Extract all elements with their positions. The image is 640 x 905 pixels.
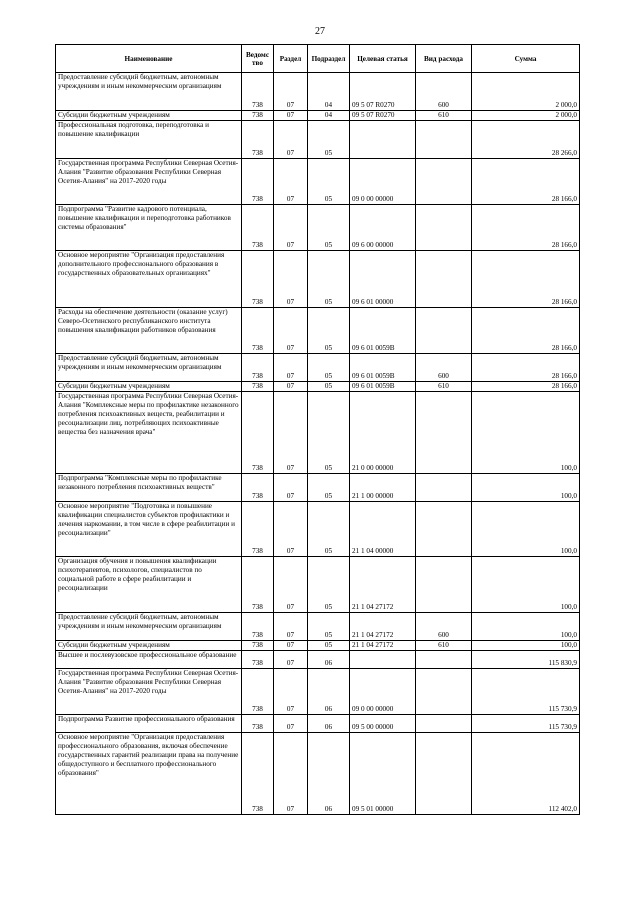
row-subsection: 05: [308, 205, 350, 251]
row-dept: 738: [242, 733, 274, 815]
row-section: 07: [274, 715, 308, 733]
row-dept: 738: [242, 205, 274, 251]
table-row: [56, 715, 580, 733]
row-dept: 738: [242, 354, 274, 382]
column-header-subsection: Подраздел: [308, 45, 350, 73]
row-expense-type: [416, 557, 472, 613]
row-subsection: 05: [308, 308, 350, 354]
row-dept: 738: [242, 251, 274, 308]
row-subsection: 06: [308, 651, 350, 669]
row-subsection: 04: [308, 73, 350, 111]
row-sum: 28 166,0: [472, 159, 580, 205]
row-section: 07: [274, 382, 308, 392]
budget-table: [55, 44, 580, 815]
row-target-article: 21 0 00 00000: [350, 392, 416, 474]
table-row: [56, 613, 580, 641]
row-dept: 738: [242, 651, 274, 669]
table-row: [56, 251, 580, 308]
row-section: 07: [274, 205, 308, 251]
row-expense-type: [416, 205, 472, 251]
row-name: Государственная программа Республики Северная Осетия-Алания "Развитие образования Республики Северная Осетия-Алания" на 2017-2020 годы: [56, 669, 242, 715]
row-subsection: 05: [308, 354, 350, 382]
row-section: 07: [274, 392, 308, 474]
row-sum: 100,0: [472, 392, 580, 474]
table-row: [56, 159, 580, 205]
row-section: 07: [274, 73, 308, 111]
row-sum: 100,0: [472, 613, 580, 641]
row-expense-type: [416, 251, 472, 308]
row-subsection: 06: [308, 669, 350, 715]
row-expense-type: [416, 502, 472, 557]
row-subsection: 06: [308, 715, 350, 733]
row-dept: 738: [242, 392, 274, 474]
row-target-article: 09 6 00 00000: [350, 205, 416, 251]
row-sum: 115 730,9: [472, 669, 580, 715]
table-row: [56, 382, 580, 392]
row-expense-type: [416, 474, 472, 502]
row-target-article: 21 1 04 00000: [350, 502, 416, 557]
row-name: Подпрограмма "Развитие кадрового потенциала, повышение квалификации и переподготовка работников системы образования": [56, 205, 242, 251]
row-subsection: 05: [308, 392, 350, 474]
row-target-article: 21 1 04 27172: [350, 613, 416, 641]
row-sum: 115 830,9: [472, 651, 580, 669]
column-header-expense-type: Вид расхода: [416, 45, 472, 73]
column-header-section: Раздел: [274, 45, 308, 73]
column-header-dept: Ведомс тво: [242, 45, 274, 73]
table-row: [56, 651, 580, 669]
row-expense-type: [416, 308, 472, 354]
row-sum: 112 402,0: [472, 733, 580, 815]
row-section: 07: [274, 557, 308, 613]
row-dept: 738: [242, 159, 274, 205]
row-dept: 738: [242, 111, 274, 121]
row-sum: 100,0: [472, 557, 580, 613]
row-section: 07: [274, 474, 308, 502]
row-name: Субсидии бюджетным учреждениям: [56, 641, 242, 651]
row-sum: 28 266,0: [472, 121, 580, 159]
row-section: 07: [274, 733, 308, 815]
row-name: Подпрограмма "Комплексные меры по профилактике незаконного потребления психоактивных веществ": [56, 474, 242, 502]
row-expense-type: [416, 159, 472, 205]
row-name: Предоставление субсидий бюджетным, автономным учреждениям и иным некоммерческим организациям: [56, 354, 242, 382]
row-subsection: 05: [308, 613, 350, 641]
row-subsection: 05: [308, 641, 350, 651]
row-sum: 2 000,0: [472, 111, 580, 121]
row-name: Основное мероприятие "Организация предоставления профессионального образования, включая обеспечение государственных гарантий реализации права на получение общедоступного и бесплатного профессионального образования": [56, 733, 242, 815]
row-name: Высшее и послевузовское профессиональное образование: [56, 651, 242, 669]
table-row: [56, 502, 580, 557]
row-dept: 738: [242, 382, 274, 392]
row-dept: 738: [242, 308, 274, 354]
row-dept: 738: [242, 715, 274, 733]
row-name: Профессиональная подготовка, переподготовка и повышение квалификации: [56, 121, 242, 159]
row-expense-type: 610: [416, 111, 472, 121]
row-sum: 28 166,0: [472, 382, 580, 392]
row-section: 07: [274, 111, 308, 121]
row-target-article: 09 5 07 R0270: [350, 73, 416, 111]
row-dept: 738: [242, 502, 274, 557]
row-section: 07: [274, 251, 308, 308]
row-subsection: 06: [308, 733, 350, 815]
row-sum: 28 166,0: [472, 354, 580, 382]
row-section: 07: [274, 502, 308, 557]
row-target-article: 09 6 01 0059В: [350, 382, 416, 392]
row-subsection: 05: [308, 121, 350, 159]
row-subsection: 05: [308, 251, 350, 308]
row-dept: 738: [242, 641, 274, 651]
row-target-article: [350, 121, 416, 159]
row-target-article: [350, 651, 416, 669]
table-row: [56, 205, 580, 251]
row-expense-type: 610: [416, 641, 472, 651]
row-name: Расходы на обеспечение деятельности (оказание услуг) Северо-Осетинского республиканского института повышения квалификации работников образования: [56, 308, 242, 354]
row-target-article: 09 0 00 00000: [350, 669, 416, 715]
row-name: Субсидии бюджетным учреждениям: [56, 382, 242, 392]
row-section: 07: [274, 354, 308, 382]
row-sum: 28 166,0: [472, 308, 580, 354]
row-target-article: 09 6 01 00000: [350, 251, 416, 308]
table-row: [56, 308, 580, 354]
row-expense-type: 600: [416, 354, 472, 382]
table-header-row: [56, 45, 580, 73]
column-header-name: Наименование: [56, 45, 242, 73]
row-target-article: 09 5 01 00000: [350, 733, 416, 815]
row-sum: 115 730,9: [472, 715, 580, 733]
row-dept: 738: [242, 613, 274, 641]
row-name: Основное мероприятие "Подготовка и повышение квалификации специалистов субъектов профилактики и лечения наркомании, в том числе в сфере реабилитации и ресоциализации": [56, 502, 242, 557]
table-row: [56, 474, 580, 502]
table-row: [56, 641, 580, 651]
row-dept: 738: [242, 121, 274, 159]
table-row: [56, 557, 580, 613]
row-name: Государственная программа Республики Северная Осетия-Алания "Развитие образования Республики Северная Осетия-Алания" на 2017-2020 годы: [56, 159, 242, 205]
table-row: [56, 121, 580, 159]
row-subsection: 05: [308, 502, 350, 557]
table-row: [56, 669, 580, 715]
row-dept: 738: [242, 474, 274, 502]
table-row: [56, 392, 580, 474]
row-target-article: 09 5 07 R0270: [350, 111, 416, 121]
row-target-article: 09 6 01 0059В: [350, 308, 416, 354]
row-name: Подпрограмма Развитие профессионального образования: [56, 715, 242, 733]
row-name: Государственная программа Республики Северная Осетия-Алания "Комплексные меры по профилактике незаконного потребления психоактивных веществ, реабилитации и ресоциализации лиц, потребляющих психоактивные вещества без назначения врача": [56, 392, 242, 474]
row-section: 07: [274, 308, 308, 354]
table-row: [56, 733, 580, 815]
row-section: 07: [274, 641, 308, 651]
row-expense-type: 600: [416, 613, 472, 641]
row-dept: 738: [242, 73, 274, 111]
row-name: Предоставление субсидий бюджетным, автономным учреждениям и иным некоммерческим организациям: [56, 73, 242, 111]
row-name: Организация обучения и повышения квалификации психотерапевтов, психологов, специалистов по социальной работе в сфере реабилитации и ресоциализации: [56, 557, 242, 613]
table-row: [56, 73, 580, 111]
row-sum: 100,0: [472, 641, 580, 651]
row-subsection: 05: [308, 159, 350, 205]
page-number: 27: [315, 26, 325, 37]
row-dept: 738: [242, 557, 274, 613]
row-expense-type: [416, 733, 472, 815]
row-section: 07: [274, 121, 308, 159]
row-dept: 738: [242, 669, 274, 715]
row-sum: 100,0: [472, 474, 580, 502]
row-expense-type: [416, 651, 472, 669]
row-target-article: 21 1 04 27172: [350, 641, 416, 651]
row-expense-type: [416, 121, 472, 159]
row-section: 07: [274, 669, 308, 715]
row-section: 07: [274, 613, 308, 641]
row-target-article: 09 5 00 00000: [350, 715, 416, 733]
row-subsection: 04: [308, 111, 350, 121]
row-name: Субсидии бюджетным учреждениям: [56, 111, 242, 121]
row-subsection: 05: [308, 557, 350, 613]
row-expense-type: [416, 715, 472, 733]
column-header-sum: Сумма: [472, 45, 580, 73]
row-section: 07: [274, 159, 308, 205]
row-target-article: 09 6 01 0059В: [350, 354, 416, 382]
row-sum: 2 000,0: [472, 73, 580, 111]
row-subsection: 05: [308, 474, 350, 502]
row-target-article: 21 1 04 27172: [350, 557, 416, 613]
row-sum: 28 166,0: [472, 205, 580, 251]
row-target-article: 21 1 00 00000: [350, 474, 416, 502]
table-row: [56, 111, 580, 121]
row-subsection: 05: [308, 382, 350, 392]
row-expense-type: 610: [416, 382, 472, 392]
row-sum: 28 166,0: [472, 251, 580, 308]
column-header-target-article: Целевая статья: [350, 45, 416, 73]
row-expense-type: [416, 669, 472, 715]
row-expense-type: [416, 392, 472, 474]
row-target-article: 09 0 00 00000: [350, 159, 416, 205]
table-row: [56, 354, 580, 382]
row-sum: 100,0: [472, 502, 580, 557]
row-expense-type: 600: [416, 73, 472, 111]
row-name: Основное мероприятие "Организация предоставления дополнительного профессионального образования в государственных образовательных организациях": [56, 251, 242, 308]
row-name: Предоставление субсидий бюджетным, автономным учреждениям и иным некоммерческим организациям: [56, 613, 242, 641]
row-section: 07: [274, 651, 308, 669]
